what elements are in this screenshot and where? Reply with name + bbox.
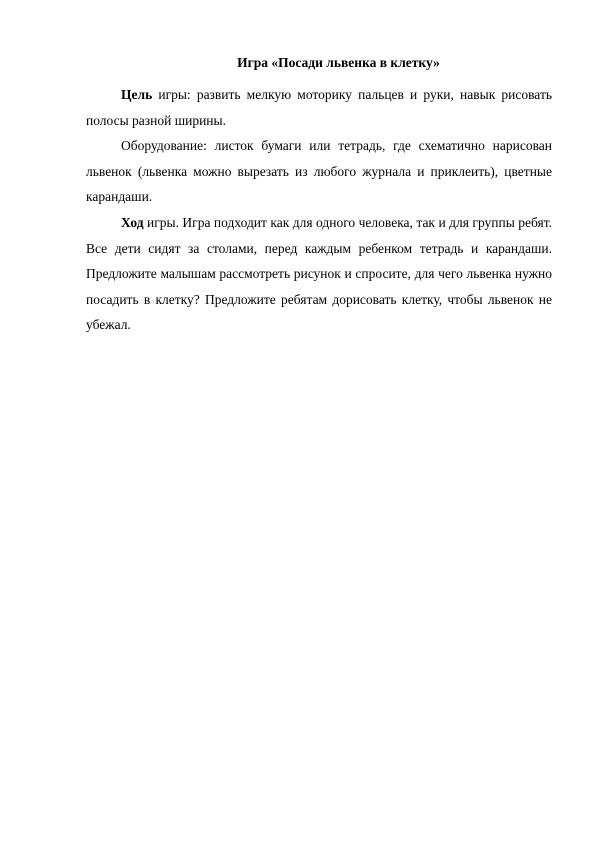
paragraph-procedure-lead: Ход (121, 214, 144, 230)
paragraph-goal-lead: Цель (121, 87, 153, 102)
paragraph-goal (86, 82, 552, 133)
paragraph-procedure-text: игры. Игра подходит как для одного человека, так и для группы ребят. Все дети сидят за столами, перед каждым ребенком тетрадь и карандаши. Предложите малышам рассмотреть рисунок и спросите, для чего львенка нужно посадить в клетку? Предложите ребятам дорисовать клетку, чтобы львенок не убежал. (86, 214, 552, 333)
paragraph-goal-text: игры: развить мелкую моторику пальцев и руки, навык рисовать полосы разной ширины. (86, 87, 552, 128)
paragraph-equipment (86, 133, 552, 210)
document-title: Игра «Посади львенка в клетку» (237, 55, 440, 70)
paragraph-procedure (86, 210, 552, 338)
document-body (86, 82, 552, 338)
paragraph-equipment-text: Оборудование: листок бумаги или тетрадь, где схематично нарисован львенок (львенка можно вырезать из любого журнала и приклеить), цветные карандаши. (86, 138, 552, 205)
